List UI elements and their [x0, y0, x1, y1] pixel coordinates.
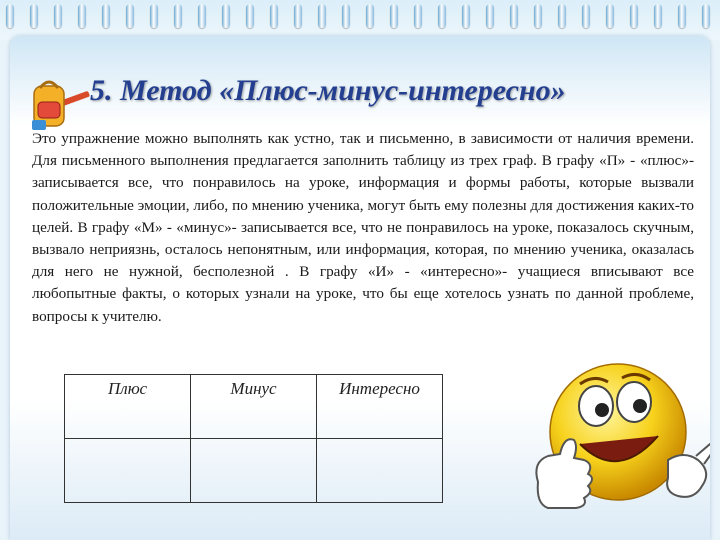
spiral-ring [54, 4, 62, 28]
spiral-ring [582, 4, 590, 28]
column-header-minus: Минус [191, 375, 317, 439]
spiral-ring [678, 4, 686, 28]
spiral-ring [558, 4, 566, 28]
table-cell-plus [65, 439, 191, 503]
spiral-ring [366, 4, 374, 28]
spiral-ring [198, 4, 206, 28]
spiral-ring [126, 4, 134, 28]
spiral-ring [654, 4, 662, 28]
spiral-ring [222, 4, 230, 28]
spiral-ring [78, 4, 86, 28]
spiral-ring [630, 4, 638, 28]
column-header-plus: Плюс [65, 375, 191, 439]
slide-page [10, 36, 710, 540]
spiral-ring [150, 4, 158, 28]
smiley-thumbs-up-icon [518, 332, 710, 540]
table-cell-minus [191, 439, 317, 503]
spiral-ring [342, 4, 350, 28]
spiral-ring [102, 4, 110, 28]
spiral-ring [30, 4, 38, 28]
spiral-ring [246, 4, 254, 28]
spiral-ring [606, 4, 614, 28]
spiral-ring [6, 4, 14, 28]
notebook-spiral [0, 0, 720, 40]
spiral-ring [174, 4, 182, 28]
spiral-ring [462, 4, 470, 28]
spiral-ring [702, 4, 710, 28]
spiral-ring [318, 4, 326, 28]
pmi-table [64, 374, 443, 503]
spiral-ring [270, 4, 278, 28]
spiral-ring [294, 4, 302, 28]
spiral-ring [486, 4, 494, 28]
spiral-ring [390, 4, 398, 28]
spiral-ring [414, 4, 422, 28]
page-title: 5. Метод «Плюс-минус-интересно» [90, 74, 566, 107]
spiral-ring [510, 4, 518, 28]
column-header-interesting: Интересно [317, 375, 443, 439]
spiral-ring [438, 4, 446, 28]
table-cell-interesting [317, 439, 443, 503]
spiral-ring [534, 4, 542, 28]
description-paragraph: Это упражнение можно выполнять как устно, так и письменно, в зависимости от наличия времени. Для письменного выполнения предлагается заполнить таблицу из трех граф. В графу «П» - «плюс»- записывается все, что понравилось на уроке, информация и формы работы, которые вызвали положительные эмоции, либо, по мнению ученика, могут быть ему полезны для достижения каких-то целей. В графу «М» - «минус»- записывается все, что не понравилось на уроке, показалось скучным, вызвало неприязнь, осталось непонятным, или информация, которая, по мнению ученика, оказалась для него не нужной, бесполезной . В графу «И» - «интересно»- учащиеся вписывают все любопытные факты, о которых узнали на уроке, что бы еще хотелось узнать по данной проблеме, вопросы к учителю. [32, 130, 694, 325]
backpack-icon [24, 76, 94, 136]
